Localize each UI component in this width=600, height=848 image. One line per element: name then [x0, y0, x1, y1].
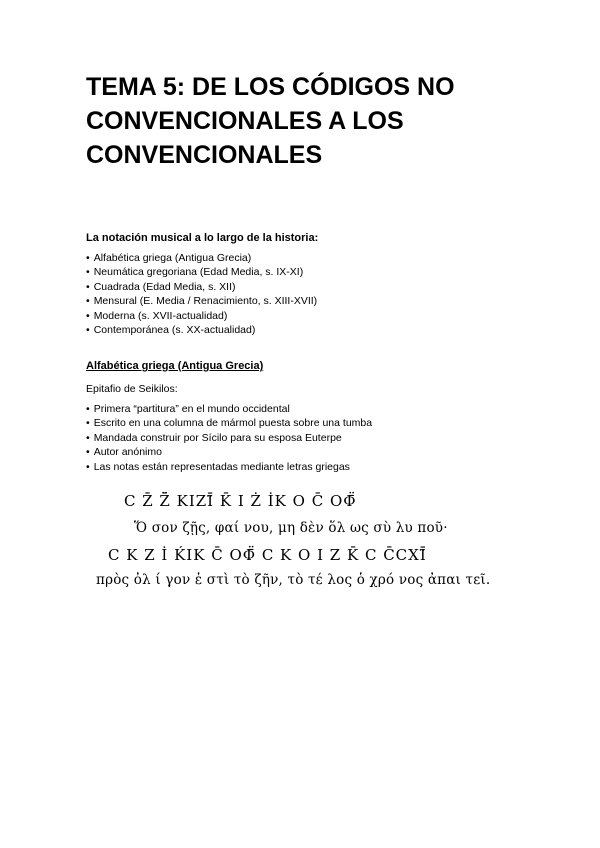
score-notes-line-2: C K Z İ ḰIK C̄ OΦ̄̈ C K O I Z K̄ C C̄CXĪ̈ [108, 546, 427, 564]
list-item: • Mensural (E. Media / Renacimiento, s. XIII-XVII) [86, 294, 526, 308]
score-lyrics-line-2: πρὸς ὀλ ί γον ἐ στὶ τὸ ζῆν, τὸ τέ λος ὁ χρό νος ἀπαι τεῖ. [96, 572, 491, 588]
list-item: • Mandada construir por Sícilo para su esposa Euterpe [86, 431, 526, 445]
list-item: • Escrito en una columna de mármol puesta sobre una tumba [86, 416, 526, 430]
page-title [86, 70, 546, 172]
seikilos-epitaph-score [90, 492, 520, 592]
greek-notation-section [86, 359, 526, 474]
list-item: • Contemporánea (s. XX-actualidad) [86, 323, 526, 337]
score-notes-line-1: C Z̄ Z̄̈ KIZĪ̈ K̄ I Ż İK O C̄ OΦ̄̈ [124, 492, 357, 510]
list-item: • Alfabética griega (Antigua Grecia) [86, 251, 526, 265]
list-item: • Primera “partitura” en el mundo occidental [86, 402, 526, 416]
score-lyrics-line-1: Ὅ σον ζῇς, φαί νου, μη δὲν ὅλ ως σὺ λυ ποῦ· [134, 520, 448, 536]
greek-notation-intro: Epitafio de Seikilos: [86, 383, 178, 395]
list-item: • Cuadrada (Edad Media, s. XII) [86, 280, 526, 294]
notation-history-section [86, 231, 526, 337]
notation-history-list [86, 251, 526, 337]
title-line-3: CONVENCIONALES [86, 141, 323, 169]
greek-notation-heading: Alfabética griega (Antigua Grecia) [86, 360, 264, 372]
notation-history-heading: La notación musical a lo largo de la historia: [86, 232, 319, 244]
list-item: • Neumática gregoriana (Edad Media, s. IX-XI) [86, 265, 526, 279]
list-item: • Autor anónimo [86, 445, 526, 459]
list-item: • Moderna (s. XVII-actualidad) [86, 309, 526, 323]
title-line-2: CONVENCIONALES A LOS [86, 107, 404, 135]
greek-notation-list [86, 402, 526, 474]
list-item: • Las notas están representadas mediante letras griegas [86, 460, 526, 474]
title-line-1: TEMA 5: DE LOS CÓDIGOS NO [86, 73, 455, 101]
